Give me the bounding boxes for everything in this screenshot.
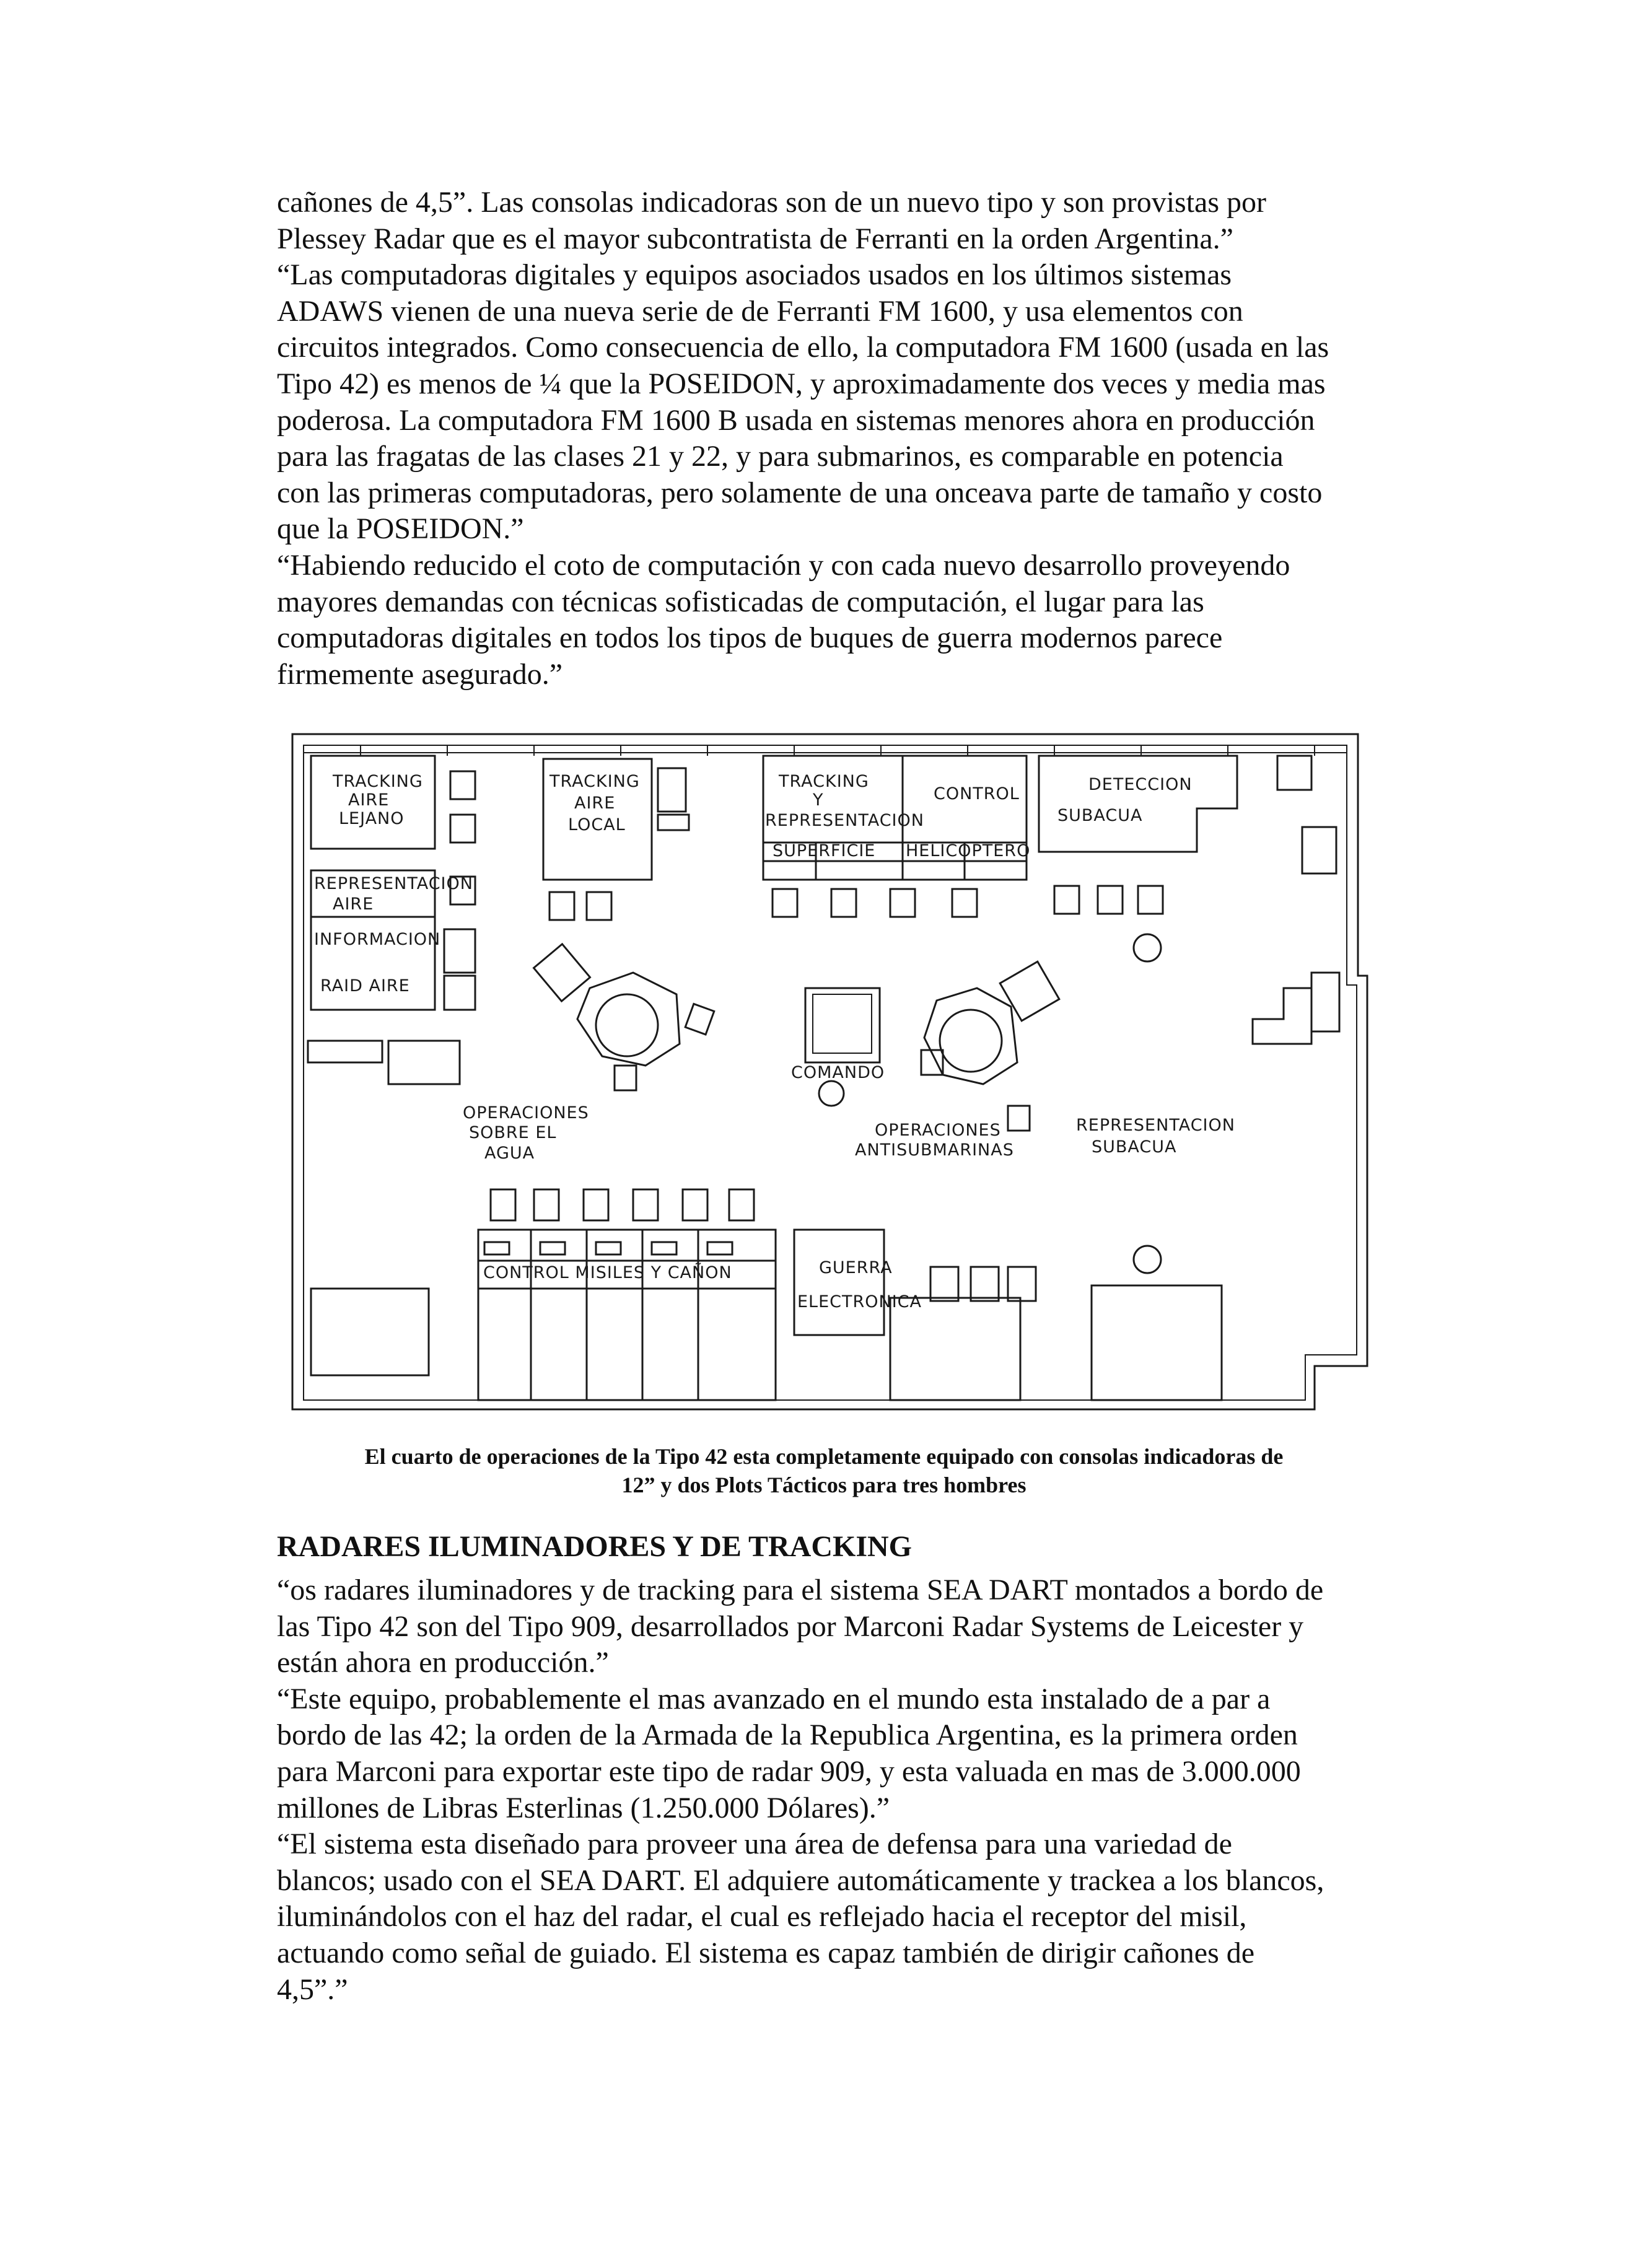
wall-cabinet [1253, 988, 1311, 1044]
label-representacion-subacua-2: SUBACUA [1092, 1137, 1177, 1157]
stool [1008, 1106, 1030, 1131]
console-guerra-electronica [794, 1230, 884, 1335]
text-line: que la POSEIDON.” [277, 512, 524, 546]
text-line: mayores demandas con técnicas sofisticadas de computación, el lugar para las [277, 585, 1204, 618]
stool-round [1134, 934, 1161, 961]
caption-line: 12” y dos Plots Tácticos para tres hombres [621, 1473, 1027, 1497]
stool [633, 1189, 658, 1220]
text-line: “El sistema esta diseñado para proveer una área de defensa para una variedad de [277, 1828, 1232, 1861]
stool-round [819, 1081, 844, 1106]
bottom-paragraph [277, 1572, 1423, 2008]
stool [584, 1189, 608, 1220]
text-line: bordo de las 42; la orden de la Armada de la Republica Argentina, es la primera orden [277, 1719, 1298, 1752]
stool [450, 771, 475, 799]
stool [1138, 886, 1163, 914]
text-line: circuitos integrados. Como consecuencia de ello, la computadora FM 1600 (usada en las [277, 331, 1329, 364]
text-line: computadoras digitales en todos los tipos de buques de guerra modernos parece [277, 621, 1223, 655]
label-operaciones-sobre-agua-1: OPERACIONES [463, 1103, 589, 1123]
label-tracking-aire-lejano-1: TRACKING [333, 772, 423, 791]
wall-cabinet [1302, 827, 1336, 873]
label-guerra-electronica-2: ELECTRONICA [797, 1292, 922, 1311]
plot-table-left-frame [577, 973, 680, 1066]
stool [729, 1189, 754, 1220]
text-line: poderosa. La computadora FM 1600 B usada en sistemas menores ahora en producción [277, 403, 1315, 437]
stool [444, 929, 475, 973]
label-operaciones-antisubmarinas-2: ANTISUBMARINAS [855, 1141, 1014, 1160]
stool [971, 1267, 999, 1301]
section-heading: RADARES ILUMINADORES Y DE TRACKING [277, 1530, 913, 1563]
label-representacion-aire-1: REPRESENTACION [314, 874, 473, 893]
text-line: iluminándolos con el haz del radar, el cual es reflejado hacia el receptor del misil, [277, 1900, 1247, 1933]
label-operaciones-sobre-agua-3: AGUA [484, 1144, 535, 1163]
plot-chair [534, 944, 590, 1001]
stool [707, 1242, 732, 1254]
equipment-box [311, 1289, 429, 1375]
text-line: “Habiendo reducido el coto de computación y con cada nuevo desarrollo proveyendo [277, 548, 1290, 582]
ceiling-beams [304, 745, 1347, 756]
stool-round [1134, 1246, 1161, 1273]
label-operaciones-antisubmarinas-1: OPERACIONES [875, 1121, 1001, 1140]
stool [615, 1066, 636, 1090]
stool [1008, 1267, 1036, 1301]
stool [450, 815, 475, 843]
text-line: Tipo 42) es menos de ¼ que la POSEIDON, y aproximadamente dos veces y media mas [277, 367, 1326, 400]
equipment-box [388, 1041, 460, 1084]
stool [540, 1242, 565, 1254]
stool [930, 1267, 958, 1301]
stool [658, 815, 689, 830]
label-comando: COMANDO [791, 1063, 885, 1082]
stool [685, 1004, 714, 1035]
label-tracking-aire-lejano-3: LEJANO [339, 809, 405, 828]
label-tracking-aire-lejano-2: AIRE [348, 790, 390, 810]
equipment-box [308, 1041, 382, 1062]
stool [1054, 886, 1079, 914]
stool [658, 768, 686, 812]
text-line: firmemente asegurado.” [277, 657, 563, 691]
plot-table-right-frame [924, 988, 1017, 1084]
stool [444, 976, 475, 1010]
label-tracking-representacion-1: TRACKING [779, 772, 869, 791]
label-control-misiles: CONTROL MISILES Y CAÑON [483, 1263, 732, 1282]
wall-cabinet [1311, 973, 1339, 1031]
label-informacion: INFORMACION [314, 930, 441, 949]
text-line: para Marconi para exportar este tipo de radar 909, y esta valuada en mas de 3.000.000 [277, 1754, 1301, 1788]
text-line: actuando como señal de guiado. El sistema es capaz también de dirigir cañones de [277, 1936, 1255, 1969]
caption-line: El cuarto de operaciones de la Tipo 42 esta completamente equipado con consolas indicadoras de [364, 1444, 1284, 1469]
console-comando [805, 988, 880, 1062]
stool [596, 1242, 621, 1254]
label-deteccion-subacua-1: DETECCION [1088, 775, 1193, 794]
text-line: “os radares iluminadores y de tracking para el sistema SEA DART montados a bordo de [277, 1574, 1324, 1606]
stool [484, 1242, 509, 1254]
stool [534, 1189, 559, 1220]
console-comando-inner [813, 994, 872, 1053]
label-tracking-aire-local-1: TRACKING [549, 772, 640, 791]
stool [587, 892, 611, 920]
stool [890, 889, 915, 917]
text-line: “Las computadoras digitales y equipos asociados usados en los últimos sistemas [277, 258, 1232, 292]
stool [952, 889, 977, 917]
plot-table-left [596, 994, 658, 1056]
text-line: 4,5”.” [277, 1972, 348, 2006]
text-line: blancos; usado con el SEA DART. El adquiere automáticamente y trackea a los blancos, [277, 1863, 1324, 1897]
stool [652, 1242, 676, 1254]
stool [831, 889, 856, 917]
text-line: Plessey Radar que es el mayor subcontratista de Ferranti en la orden Argentina.” [277, 222, 1233, 255]
label-representacion-aire-2: AIRE [333, 895, 374, 914]
plot-table-right [940, 1010, 1002, 1072]
label-tracking-aire-local-3: LOCAL [568, 815, 626, 834]
stool [773, 889, 797, 917]
text-line: millones de Libras Esterlinas (1.250.000 Dólares).” [277, 1791, 890, 1824]
label-tracking-aire-local-2: AIRE [574, 794, 616, 813]
label-tracking-representacion-3: REPRESENTACION [765, 811, 924, 830]
label-control: CONTROL [934, 784, 1020, 803]
text-line: están ahora en producción.” [277, 1646, 609, 1679]
text-line: con las primeras computadoras, pero solamente de una onceava parte de tamaño y costo [277, 476, 1323, 509]
label-operaciones-sobre-agua-2: SOBRE EL [469, 1123, 557, 1142]
text-line: ADAWS vienen de una nueva serie de de Ferranti FM 1600, y usa elementos con [277, 294, 1243, 328]
text-line: cañones de 4,5”. Las consolas indicadoras son de un nuevo tipo y son provistas por [277, 186, 1267, 219]
stool [1098, 886, 1123, 914]
top-paragraph [277, 185, 1423, 693]
label-guerra-electronica-1: GUERRA [819, 1258, 893, 1277]
figure-caption [273, 1442, 1375, 1499]
label-representacion-subacua-1: REPRESENTACION [1076, 1116, 1235, 1135]
equipment-box [1092, 1285, 1222, 1400]
text-line: “Este equipo, probablemente el mas avanzado en el mundo esta instalado de a par a [277, 1682, 1271, 1715]
equipment-box [890, 1298, 1020, 1400]
stool [683, 1189, 707, 1220]
stool [491, 1189, 515, 1220]
label-deteccion-subacua-2: SUBACUA [1057, 806, 1143, 825]
plot-chair [1000, 961, 1059, 1021]
label-helicoptero: HELICOPTERO [906, 841, 1031, 860]
operations-room-floor-plan [286, 728, 1377, 1416]
label-tracking-representacion-2: Y [813, 790, 824, 810]
stool [549, 892, 574, 920]
text-line: las Tipo 42 son del Tipo 909, desarrollados por Marconi Radar Systems de Leicester y [277, 1609, 1304, 1643]
label-superficie: SUPERFICIE [773, 841, 876, 860]
text-line: para las fragatas de las clases 21 y 22, y para submarinos, es comparable en potencia [277, 440, 1284, 473]
equipment-box [1277, 756, 1311, 790]
console-deteccion-subacua [1039, 756, 1237, 852]
label-raid-aire: RAID AIRE [320, 976, 410, 996]
